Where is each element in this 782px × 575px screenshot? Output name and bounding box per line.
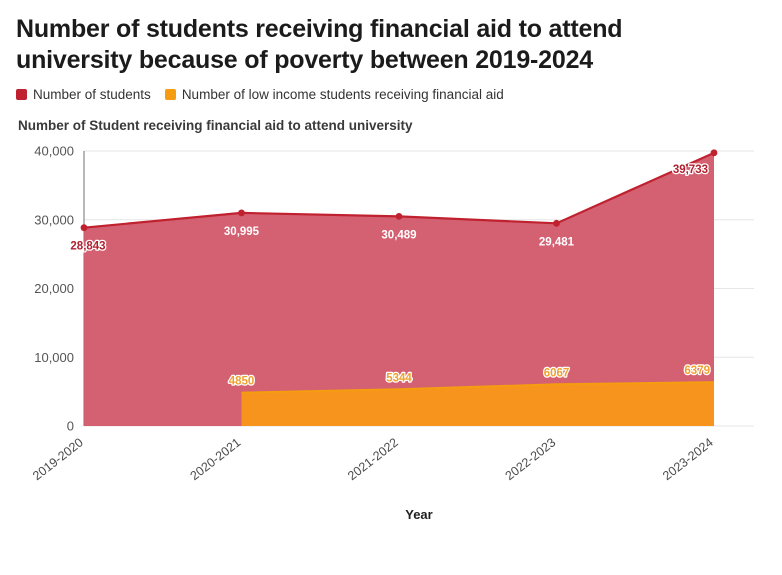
data-label-low-income: 4850 — [228, 375, 255, 388]
chart-subtitle: Number of Student receiving financial aid to attend university — [18, 118, 413, 133]
x-tick-label: 2019-2020 — [30, 435, 86, 484]
y-tick-label: 20,000 — [34, 281, 74, 296]
x-axis-title: Year — [405, 507, 433, 522]
data-label-students: 28,843 — [70, 240, 106, 253]
data-point-students[interactable] — [81, 224, 88, 231]
page-title: Number of students receiving financial aid to attend university because of poverty between 2019-2024 — [16, 15, 623, 74]
y-tick-label: 10,000 — [34, 349, 74, 365]
data-label-low-income: 6379 — [684, 365, 710, 378]
legend-label-low-income: Number of low income students receiving financial aid — [181, 87, 504, 102]
data-point-students[interactable] — [553, 220, 560, 227]
data-label-students: 30,995 — [223, 225, 260, 238]
y-tick-labels — [34, 144, 74, 434]
x-tick-label: 2022-2023 — [502, 435, 559, 484]
legend-item-students[interactable] — [16, 87, 151, 102]
legend-swatch-low-income — [165, 89, 176, 100]
y-tick-label: 0 — [66, 418, 74, 434]
data-label-students: 39,733 — [672, 163, 708, 176]
chart-legend — [16, 87, 768, 102]
data-label-students: 29,481 — [538, 236, 575, 249]
legend-label-students: Number of students — [33, 87, 151, 102]
x-tick-label: 2023-2024 — [660, 435, 716, 484]
legend-swatch-students — [16, 89, 27, 100]
legend-item-low-income[interactable] — [165, 87, 504, 102]
data-label-low-income: 5344 — [386, 372, 412, 385]
data-point-students[interactable] — [396, 213, 403, 220]
data-point-students[interactable] — [238, 210, 245, 217]
y-tick-label: 40,000 — [34, 143, 74, 159]
x-tick-labels — [30, 435, 716, 483]
y-tick-label: 30,000 — [34, 212, 74, 228]
data-label-students: 30,489 — [381, 229, 417, 242]
data-label-low-income: 6067 — [543, 367, 570, 380]
x-tick-label: 2021-2022 — [345, 435, 401, 484]
area-chart-svg — [14, 141, 768, 541]
chart-plot-area — [14, 141, 768, 541]
data-point-students[interactable] — [711, 149, 718, 156]
x-tick-label: 2020-2021 — [187, 435, 244, 484]
